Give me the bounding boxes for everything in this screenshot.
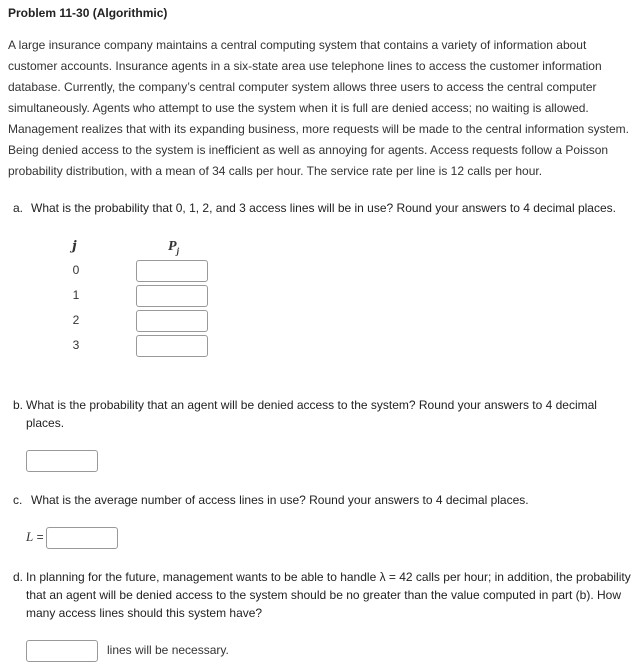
row-j-2: 2	[72, 313, 80, 327]
column-header-pj	[168, 239, 179, 256]
average-lines-input[interactable]	[46, 527, 118, 549]
part-c-text: What is the average number of access lines in use? Round your answers to 4 decimal places.	[31, 493, 529, 507]
row-j-3: 3	[72, 338, 80, 352]
lines-needed-suffix: lines will be necessary.	[107, 643, 229, 657]
part-a-text: What is the probability that 0, 1, 2, and 3 access lines will be in use? Round your answers to 4 decimal places.	[31, 201, 616, 215]
row-j-1: 1	[72, 288, 80, 302]
part-c-label: c.	[13, 493, 23, 507]
part-a-question	[13, 199, 616, 217]
part-a-label: a.	[13, 201, 24, 215]
denied-probability-input[interactable]	[26, 450, 98, 472]
column-header-p: P	[168, 239, 177, 254]
p3-input[interactable]	[136, 335, 208, 357]
column-header-p-subscript: j	[176, 245, 180, 256]
lines-needed-input[interactable]	[26, 640, 98, 662]
l-equals-label	[26, 529, 44, 545]
l-variable: L	[26, 529, 34, 544]
p0-input[interactable]	[136, 260, 208, 282]
column-header-j: j	[72, 239, 77, 254]
row-j-0: 0	[72, 263, 80, 277]
part-b-question: What is the probability that an agent will be denied access to the system? Round your answers to 4 decimal places.	[26, 398, 597, 430]
p1-input[interactable]	[136, 285, 208, 307]
part-d-label: d.	[13, 570, 24, 584]
equals-sign: =	[33, 530, 44, 544]
part-b-label: b.	[13, 398, 24, 412]
problem-title: Problem 11-30 (Algorithmic)	[8, 6, 168, 20]
problem-intro: A large insurance company maintains a central computing system that contains a variety of information about customer accounts. Insurance agents in a six-state area use telephone lines to access the customer information database. Currently, the company’s central computer system allows three users to access the central computer simultaneously. Agents who attempt to use the system when it is full are denied access; no waiting is allowed. Management realizes that with its expanding business, more requests will be made to the central information system. Being denied access to the system is inefficient as well as annoying for agents. Access requests follow a Poisson probability distribution, with a mean of 34 calls per hour. The service rate per line is 12 calls per hour.	[8, 38, 629, 178]
p2-input[interactable]	[136, 310, 208, 332]
part-d-question: In planning for the future, management wants to be able to handle λ = 42 calls per hour; in addition, the probability that an agent will be denied access to the system should be no greater than the value computed in part (b). How many access lines should this system have?	[26, 570, 631, 620]
part-c-question	[13, 491, 529, 509]
